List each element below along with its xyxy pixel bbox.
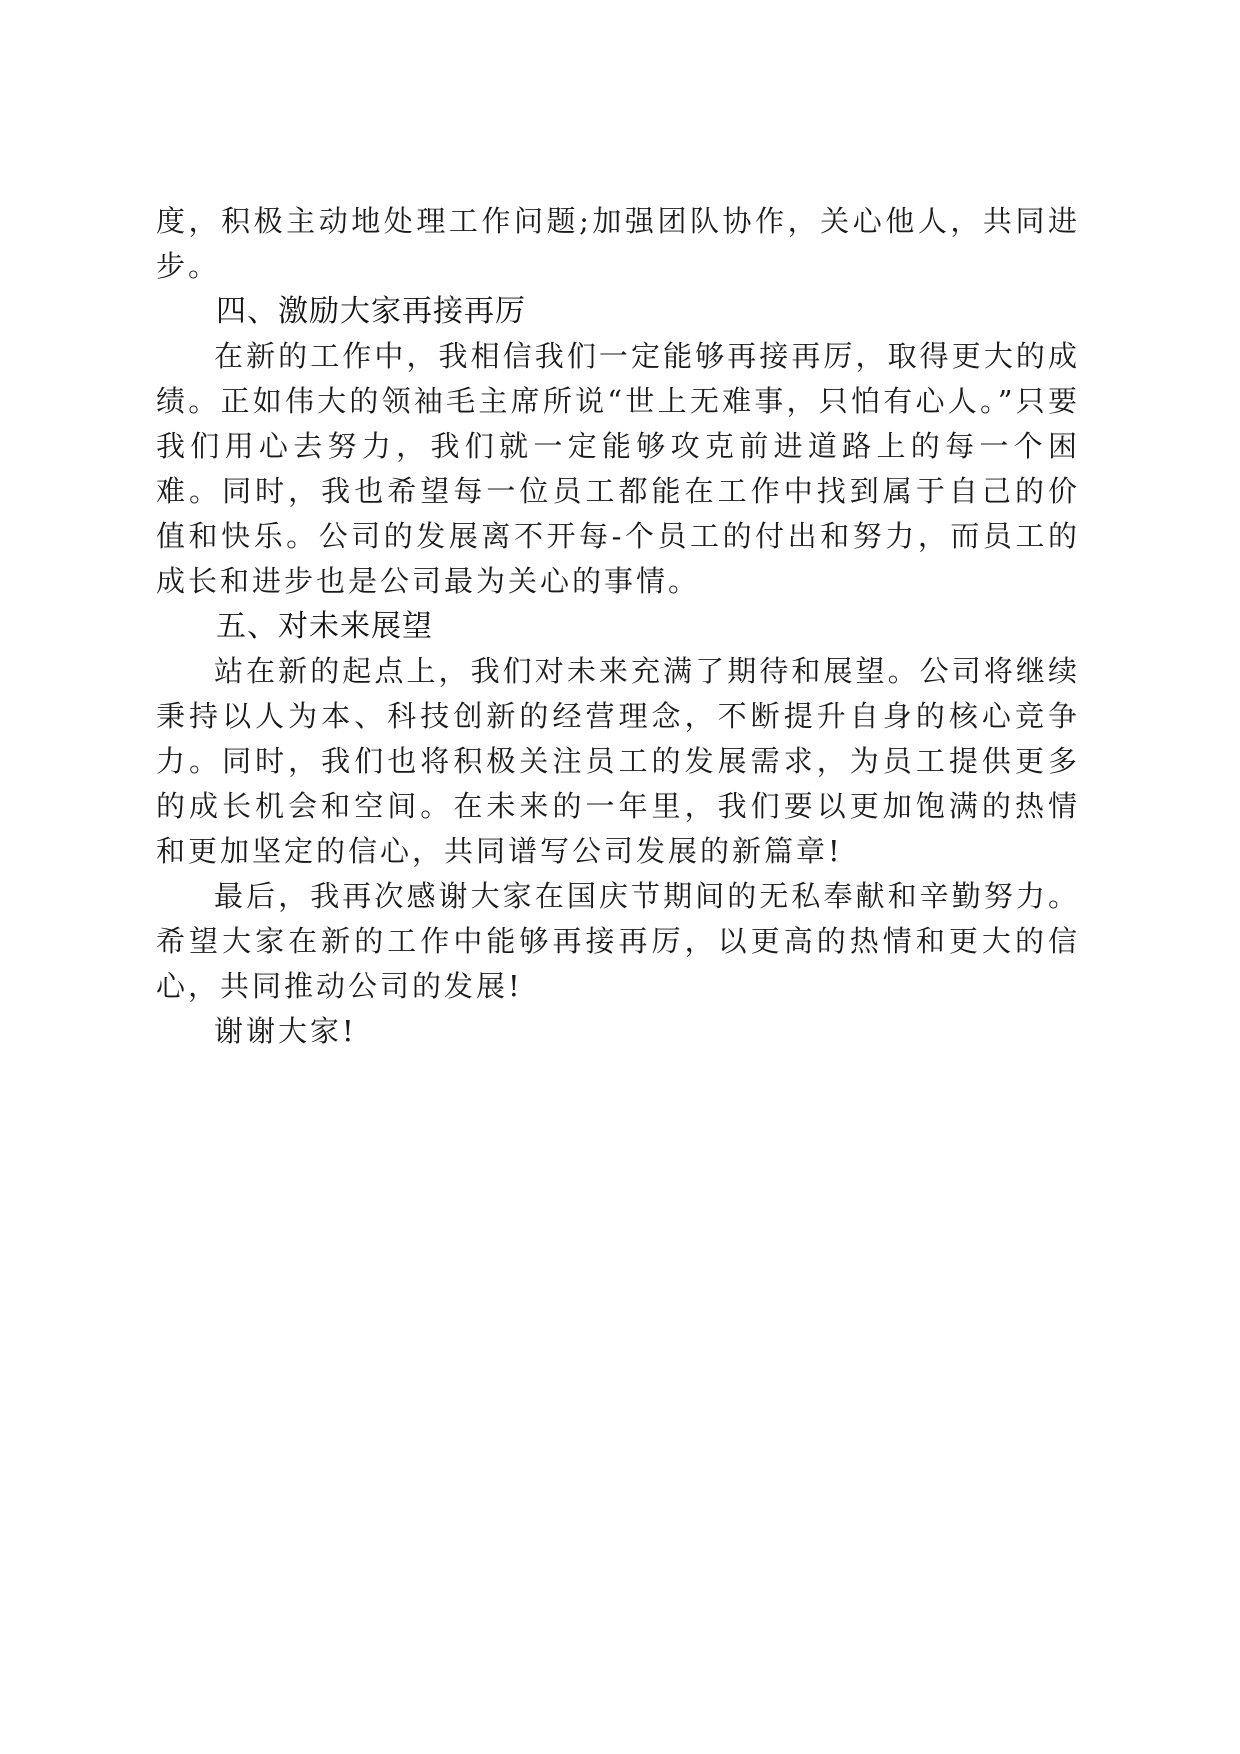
section-heading-four: 四、激励大家再接再厉 <box>216 294 526 329</box>
paragraph-closing: 最后，我再次感谢大家在国庆节期间的无私奉献和辛勤努力。希望大家在新的工作中能够再接再厉，以更高的热情和更大的信心，共同推动公司的发展! <box>156 879 1080 1003</box>
paragraph-encouragement: 在新的工作中，我相信我们一定能够再接再厉，取得更大的成绩。正如伟大的领袖毛主席所说“世上无难事，只怕有心人。”只要我们用心去努力，我们就一定能够攻克前进道路上的每一个困难。同时，我也希望每一位员工都能在工作中找到属于自己的价值和快乐。公司的发展离不开每-个员工的付出和努力，而员工的成长和进步也是公司最为关心的事情。 <box>156 339 1080 598</box>
section-heading-five: 五、对未来展望 <box>216 609 433 644</box>
document-body <box>156 199 1080 1054</box>
paragraph-continuation: 度，积极主动地处理工作问题;加强团队协作，关心他人，共同进步。 <box>156 204 1080 283</box>
paragraph-thanks: 谢谢大家! <box>214 1014 357 1048</box>
paragraph-outlook: 站在新的起点上，我们对未来充满了期待和展望。公司将继续秉持以人为本、科技创新的经营理念，不断提升自身的核心竞争力。同时，我们也将积极关注员工的发展需求，为员工提供更多的成长机会和空间。在未来的一年里，我们要以更加饱满的热情和更加坚定的信心，共同谱写公司发展的新篇章! <box>156 654 1080 868</box>
